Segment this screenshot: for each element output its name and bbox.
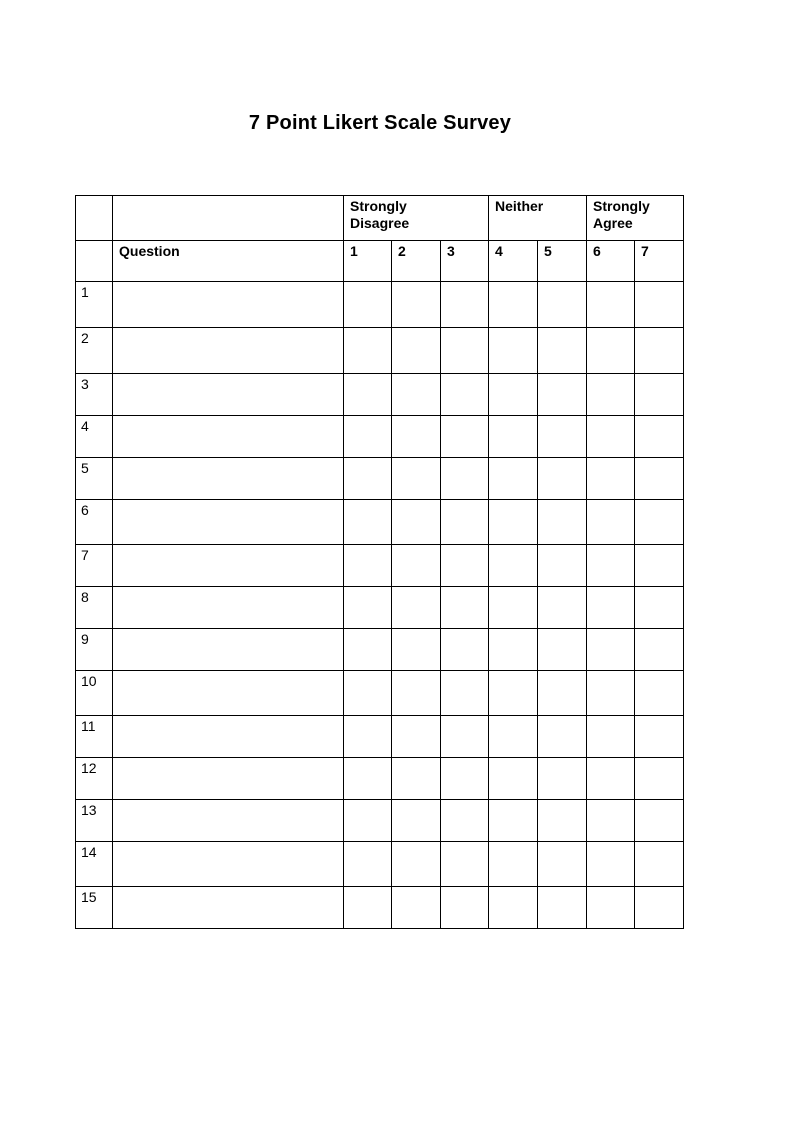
rating-cell-6[interactable]: [587, 458, 635, 500]
rating-cell-5[interactable]: [538, 887, 587, 929]
header-row-scale: [76, 241, 684, 282]
rating-cell-4[interactable]: [489, 458, 538, 500]
rating-cell-5[interactable]: [538, 842, 587, 887]
rating-cell-5[interactable]: [538, 416, 587, 458]
rating-cell-2[interactable]: [392, 458, 441, 500]
rating-cell-5[interactable]: [538, 629, 587, 671]
table-row: [76, 800, 684, 842]
rating-cell-1[interactable]: [344, 800, 392, 842]
rating-cell-4[interactable]: [489, 500, 538, 545]
rating-cell-5[interactable]: [538, 328, 587, 374]
scale-header-5: 5: [538, 241, 587, 282]
rating-cell-1[interactable]: [344, 374, 392, 416]
rating-cell-7[interactable]: [635, 374, 684, 416]
table-row: [76, 587, 684, 629]
rating-cell-1[interactable]: [344, 629, 392, 671]
rating-cell-3[interactable]: [441, 629, 489, 671]
row-number: 8: [76, 587, 113, 629]
strongly-agree-header: [587, 196, 684, 241]
rating-cell-5[interactable]: [538, 500, 587, 545]
question-cell[interactable]: [113, 500, 344, 545]
question-header: Question: [113, 241, 344, 282]
rating-cell-7[interactable]: [635, 671, 684, 716]
table-row: [76, 716, 684, 758]
rating-cell-7[interactable]: [635, 887, 684, 929]
rating-cell-4[interactable]: [489, 671, 538, 716]
rating-cell-2[interactable]: [392, 416, 441, 458]
row-number: 13: [76, 800, 113, 842]
question-cell[interactable]: [113, 800, 344, 842]
rating-cell-3[interactable]: [441, 282, 489, 328]
rating-cell-3[interactable]: [441, 587, 489, 629]
question-cell[interactable]: [113, 282, 344, 328]
rating-cell-7[interactable]: [635, 458, 684, 500]
rating-cell-2[interactable]: [392, 716, 441, 758]
table-row: [76, 282, 684, 328]
header-row-anchors: [76, 196, 684, 241]
strongly-agree-line2: Agree: [593, 215, 633, 231]
table-row: [76, 671, 684, 716]
rating-cell-2[interactable]: [392, 671, 441, 716]
rating-cell-6[interactable]: [587, 328, 635, 374]
scale-header-4: 4: [489, 241, 538, 282]
rating-cell-3[interactable]: [441, 458, 489, 500]
rating-cell-2[interactable]: [392, 282, 441, 328]
rating-cell-3[interactable]: [441, 500, 489, 545]
question-cell[interactable]: [113, 458, 344, 500]
table-row: [76, 629, 684, 671]
rating-cell-2[interactable]: [392, 545, 441, 587]
question-cell[interactable]: [113, 716, 344, 758]
table-row: [76, 842, 684, 887]
rating-cell-7[interactable]: [635, 328, 684, 374]
question-cell[interactable]: [113, 328, 344, 374]
strongly-agree-line1: Strongly: [593, 198, 650, 214]
rating-cell-4[interactable]: [489, 716, 538, 758]
row-number: 3: [76, 374, 113, 416]
rating-cell-2[interactable]: [392, 374, 441, 416]
row-number: 12: [76, 758, 113, 800]
rating-cell-3[interactable]: [441, 758, 489, 800]
rating-cell-6[interactable]: [587, 545, 635, 587]
rating-cell-6[interactable]: [587, 282, 635, 328]
rating-cell-7[interactable]: [635, 545, 684, 587]
rating-cell-2[interactable]: [392, 328, 441, 374]
table-row: [76, 545, 684, 587]
rating-cell-6[interactable]: [587, 716, 635, 758]
rating-cell-2[interactable]: [392, 842, 441, 887]
rating-cell-6[interactable]: [587, 629, 635, 671]
rating-cell-1[interactable]: [344, 282, 392, 328]
rating-cell-3[interactable]: [441, 800, 489, 842]
question-cell[interactable]: [113, 587, 344, 629]
rating-cell-4[interactable]: [489, 842, 538, 887]
rating-cell-5[interactable]: [538, 716, 587, 758]
rating-cell-4[interactable]: [489, 800, 538, 842]
row-number: 14: [76, 842, 113, 887]
table-row: [76, 887, 684, 929]
question-cell[interactable]: [113, 545, 344, 587]
row-number: 15: [76, 887, 113, 929]
neither-header: Neither: [489, 196, 587, 241]
rating-cell-3[interactable]: [441, 842, 489, 887]
rating-cell-1[interactable]: [344, 758, 392, 800]
rating-cell-3[interactable]: [441, 416, 489, 458]
rating-cell-6[interactable]: [587, 758, 635, 800]
likert-survey-table: [75, 195, 684, 929]
rating-cell-7[interactable]: [635, 416, 684, 458]
rating-cell-7[interactable]: [635, 758, 684, 800]
strongly-disagree-header: [344, 196, 489, 241]
scale-header-7: 7: [635, 241, 684, 282]
rating-cell-5[interactable]: [538, 587, 587, 629]
rating-cell-5[interactable]: [538, 545, 587, 587]
rating-cell-1[interactable]: [344, 416, 392, 458]
corner-cell: [76, 196, 113, 241]
rating-cell-4[interactable]: [489, 374, 538, 416]
number-header-cell: [76, 241, 113, 282]
rating-cell-2[interactable]: [392, 629, 441, 671]
table-row: [76, 500, 684, 545]
rating-cell-7[interactable]: [635, 629, 684, 671]
row-number: 1: [76, 282, 113, 328]
strongly-disagree-line1: Strongly: [350, 198, 407, 214]
row-number: 7: [76, 545, 113, 587]
rating-cell-7[interactable]: [635, 500, 684, 545]
rating-cell-5[interactable]: [538, 374, 587, 416]
rating-cell-7[interactable]: [635, 716, 684, 758]
rating-cell-6[interactable]: [587, 587, 635, 629]
rating-cell-5[interactable]: [538, 758, 587, 800]
blank-header-cell: [113, 196, 344, 241]
rating-cell-6[interactable]: [587, 500, 635, 545]
rating-cell-6[interactable]: [587, 800, 635, 842]
rating-cell-1[interactable]: [344, 328, 392, 374]
table-row: [76, 758, 684, 800]
rating-cell-6[interactable]: [587, 671, 635, 716]
table-row: [76, 374, 684, 416]
row-number: 11: [76, 716, 113, 758]
rating-cell-5[interactable]: [538, 458, 587, 500]
row-number: 4: [76, 416, 113, 458]
page-title: 7 Point Likert Scale Survey: [248, 112, 512, 134]
rating-cell-1[interactable]: [344, 500, 392, 545]
rating-cell-4[interactable]: [489, 587, 538, 629]
question-cell[interactable]: [113, 416, 344, 458]
rating-cell-7[interactable]: [635, 800, 684, 842]
rating-cell-2[interactable]: [392, 587, 441, 629]
rating-cell-5[interactable]: [538, 282, 587, 328]
rating-cell-1[interactable]: [344, 671, 392, 716]
rating-cell-5[interactable]: [538, 800, 587, 842]
rating-cell-1[interactable]: [344, 887, 392, 929]
row-number: 5: [76, 458, 113, 500]
rating-cell-3[interactable]: [441, 887, 489, 929]
row-number: 9: [76, 629, 113, 671]
rating-cell-3[interactable]: [441, 671, 489, 716]
table-row: [76, 458, 684, 500]
rating-cell-1[interactable]: [344, 842, 392, 887]
rating-cell-7[interactable]: [635, 587, 684, 629]
scale-header-2: 2: [392, 241, 441, 282]
table-row: [76, 416, 684, 458]
rating-cell-2[interactable]: [392, 758, 441, 800]
rating-cell-6[interactable]: [587, 842, 635, 887]
rating-cell-4[interactable]: [489, 328, 538, 374]
rating-cell-3[interactable]: [441, 328, 489, 374]
rating-cell-6[interactable]: [587, 374, 635, 416]
rating-cell-5[interactable]: [538, 671, 587, 716]
rating-cell-4[interactable]: [489, 629, 538, 671]
scale-header-6: 6: [587, 241, 635, 282]
rating-cell-3[interactable]: [441, 374, 489, 416]
rating-cell-4[interactable]: [489, 282, 538, 328]
question-cell[interactable]: [113, 887, 344, 929]
strongly-disagree-line2: Disagree: [350, 215, 410, 231]
question-cell[interactable]: [113, 374, 344, 416]
rating-cell-3[interactable]: [441, 716, 489, 758]
rating-cell-4[interactable]: [489, 887, 538, 929]
scale-header-1: 1: [344, 241, 392, 282]
rating-cell-4[interactable]: [489, 416, 538, 458]
rating-cell-7[interactable]: [635, 282, 684, 328]
rating-cell-1[interactable]: [344, 716, 392, 758]
rating-cell-2[interactable]: [392, 887, 441, 929]
rating-cell-3[interactable]: [441, 545, 489, 587]
rating-cell-4[interactable]: [489, 758, 538, 800]
rating-cell-2[interactable]: [392, 800, 441, 842]
rating-cell-6[interactable]: [587, 887, 635, 929]
rating-cell-2[interactable]: [392, 500, 441, 545]
rating-cell-1[interactable]: [344, 587, 392, 629]
rating-cell-6[interactable]: [587, 416, 635, 458]
row-number: 10: [76, 671, 113, 716]
row-number: 6: [76, 500, 113, 545]
rating-cell-1[interactable]: [344, 458, 392, 500]
rating-cell-4[interactable]: [489, 545, 538, 587]
row-number: 2: [76, 328, 113, 374]
rating-cell-7[interactable]: [635, 842, 684, 887]
scale-header-3: 3: [441, 241, 489, 282]
table-row: [76, 328, 684, 374]
question-cell[interactable]: [113, 758, 344, 800]
question-cell[interactable]: [113, 629, 344, 671]
question-cell[interactable]: [113, 842, 344, 887]
rating-cell-1[interactable]: [344, 545, 392, 587]
question-cell[interactable]: [113, 671, 344, 716]
